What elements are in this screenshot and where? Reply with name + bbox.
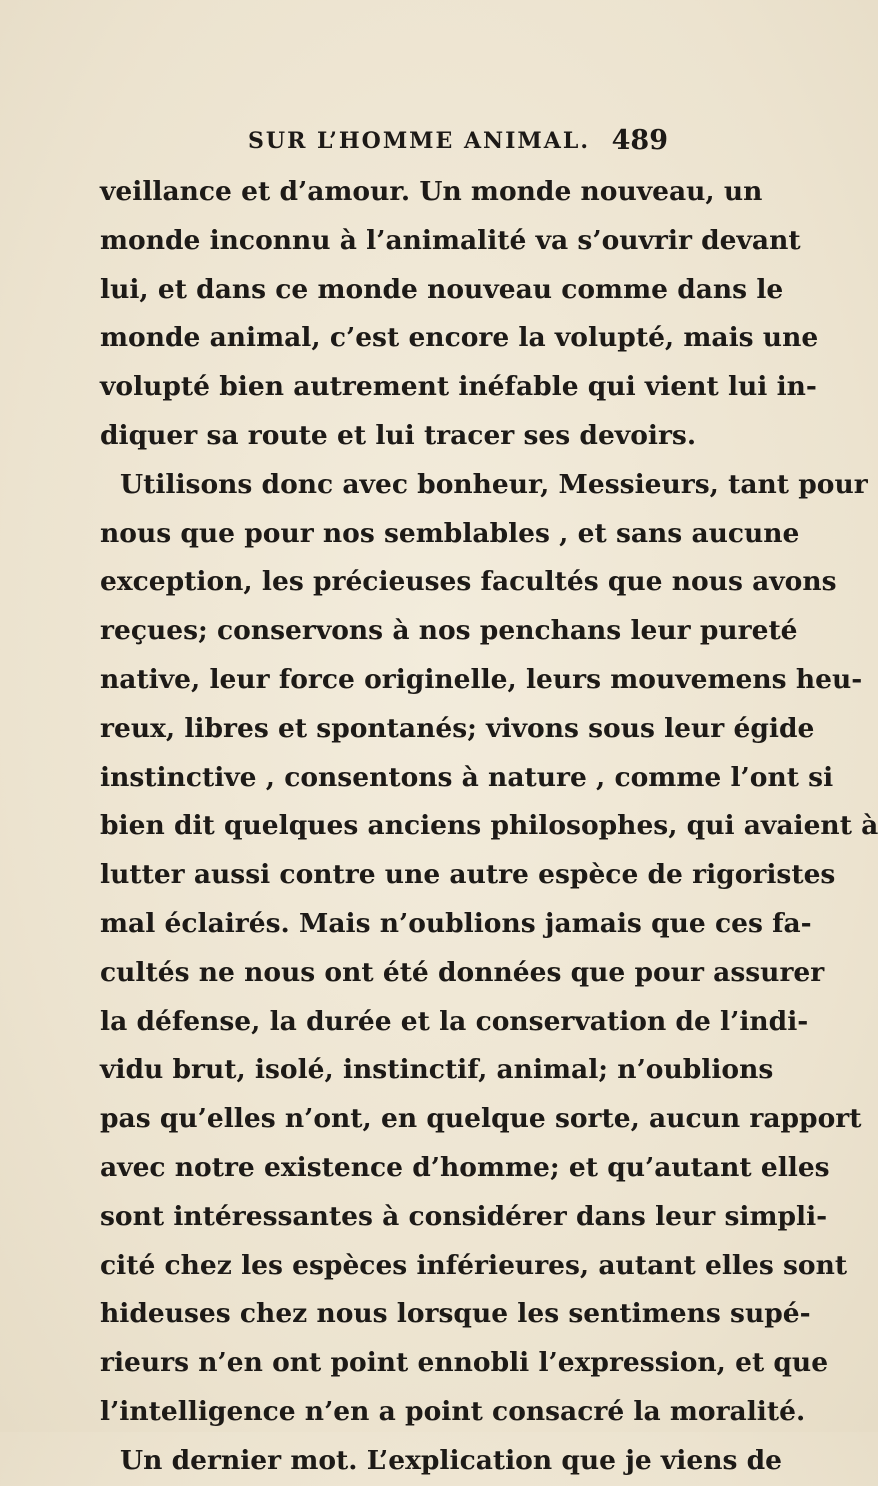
text-line: l’intelligence n’en a point consacré la moralité. (100, 1395, 806, 1427)
text-line: monde inconnu à l’animalité va s’ouvrir devant (100, 224, 801, 256)
text-line: rieurs n’en ont point ennobli l’expression, et que (100, 1347, 829, 1379)
text-line: diquer sa route et lui tracer ses devoirs. (100, 419, 697, 451)
page-number: 489 (611, 125, 668, 156)
text-line: reux, libres et spontanés; vivons sous leur égide (100, 712, 815, 744)
text-line: vidu brut, isolé, instinctif, animal; n’oublions (100, 1054, 774, 1086)
text-line: volupté bien autrement inéfable qui vient lui in- (100, 371, 817, 403)
text-line: avec notre existence d’homme; et qu’autant elles (100, 1151, 830, 1183)
text-line: sont intéressantes à considérer dans leur simpli- (100, 1200, 828, 1232)
text-line: mal éclairés. Mais n’oublions jamais que ces fa- (100, 907, 812, 939)
text-line: la défense, la durée et la conservation de l’indi- (100, 1005, 809, 1037)
text-line: bien dit quelques anciens philosophes, qui avaient à (100, 810, 878, 842)
text-line: Utilisons donc avec bonheur, Messieurs, tant pour (120, 468, 868, 500)
body-text (100, 168, 878, 1486)
text-line: pas qu’elles n’ont, en quelque sorte, aucun rapport (100, 1103, 862, 1135)
text-line: cultés ne nous ont été données que pour assurer (100, 956, 825, 988)
text-line: exception, les précieuses facultés que nous avons (100, 566, 837, 598)
text-line: lutter aussi contre une autre espèce de rigoristes (100, 859, 836, 891)
text-line: cité chez les espèces inférieures, autant elles sont (100, 1249, 848, 1281)
text-line: lui, et dans ce monde nouveau comme dans le (100, 273, 784, 305)
text-line: native, leur force originelle, leurs mouvemens heu- (100, 663, 863, 695)
running-title: SUR L’HOMME ANIMAL. (248, 128, 590, 154)
text-line: instinctive , consentons à nature , comme l’ont si (100, 761, 834, 793)
text-line: Un dernier mot. L’explication que je viens de (120, 1444, 783, 1476)
text-line: hideuses chez nous lorsque les sentimens supé- (100, 1298, 811, 1330)
running-head (0, 125, 800, 168)
text-line: nous que pour nos semblables , et sans aucune (100, 517, 800, 549)
text-line: monde animal, c’est encore la volupté, mais une (100, 322, 819, 354)
text-line: veillance et d’amour. Un monde nouveau, un (100, 176, 763, 207)
text-line: reçues; conservons à nos penchans leur pureté (100, 615, 798, 647)
